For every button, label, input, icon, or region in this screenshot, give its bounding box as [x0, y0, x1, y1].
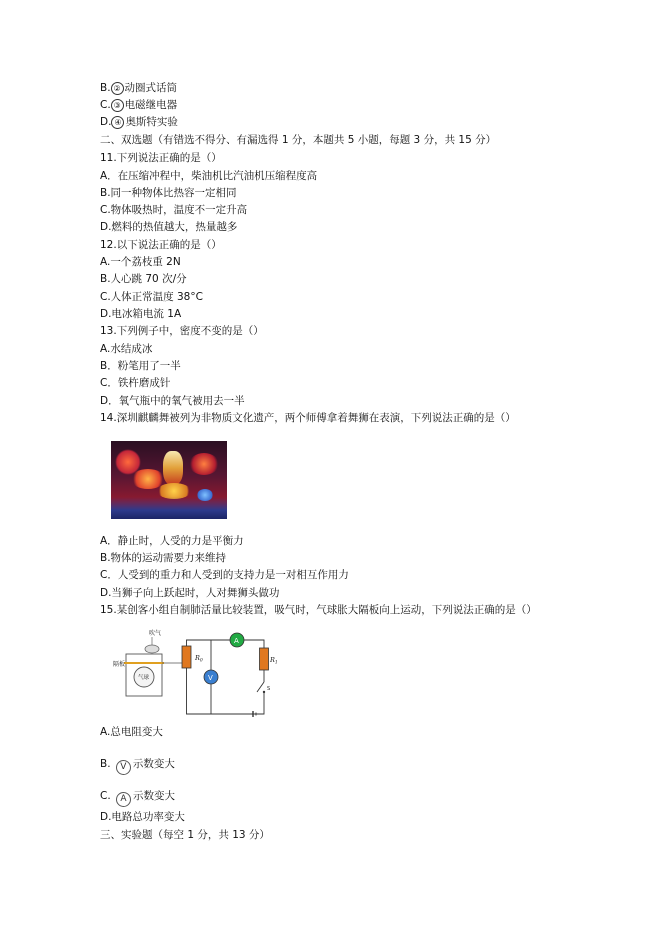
- q11-option-b: B.同一种物体比热容一定相同: [100, 187, 237, 199]
- lion-dance-photo: [111, 441, 227, 517]
- q15-option-c: C. A 示数变大: [100, 789, 175, 807]
- q14-option-c: C．人受到的重力和人受到的支持力是一对相互作用力: [100, 569, 349, 581]
- q11-option-c: C.物体吸热时，温度不一定升高: [100, 204, 248, 216]
- q15-option-d: D.电路总功率变大: [100, 811, 185, 823]
- resistor-r1: [260, 648, 269, 670]
- q13-stem: 13.下列例子中，密度不变的是（）: [100, 325, 264, 337]
- q13-option-b: B．粉笔用了一半: [100, 360, 181, 372]
- q14-option-d: D.当狮子向上跃起时，人对舞狮头做功: [100, 587, 280, 599]
- q10-option-c: C. ③ 电磁继电器: [100, 99, 178, 111]
- q12-stem: 12.以下说法正确的是（）: [100, 239, 222, 251]
- q10-option-b: B. ② 动圈式话筒: [100, 82, 178, 94]
- label-partition: 隔板: [113, 661, 126, 668]
- q12-option-d: D.电冰箱电流 1A: [100, 308, 182, 320]
- q12-option-c: C.人体正常温度 38°C: [100, 291, 203, 303]
- q11-stem: 11.下列说法正确的是（）: [100, 152, 222, 164]
- q11-option-a: A．在压缩冲程中，柴油机比汽油机压缩程度高: [100, 170, 318, 182]
- svg-text:R0: $R_0$: [195, 654, 203, 664]
- q14-stem: 14.深圳麒麟舞被列为非物质文化遗产，两个师傅拿着舞狮在表演，下列说法正确的是（）: [100, 412, 516, 424]
- svg-text:S: S: [267, 686, 271, 692]
- q13-option-a: A.水结成冰: [100, 343, 153, 355]
- label-balloon: 气球: [138, 675, 150, 681]
- q10-option-d: D. ④ 奥斯特实验: [100, 116, 178, 128]
- ammeter-icon: A: [116, 792, 131, 807]
- section2-title: 二、双选题（有错选不得分、有漏选得 1 分，本题共 5 小题，每题 3 分，共 15 分）: [100, 134, 497, 146]
- q11-option-d: D.燃料的热值越大，热量越多: [100, 221, 238, 233]
- q13-option-c: C．铁杵磨成针: [100, 377, 171, 389]
- switch-icon: [257, 682, 264, 692]
- q14-option-a: A．静止时，人受的力是平衡力: [100, 535, 244, 547]
- q12-option-b: B.人心跳 70 次/分: [100, 273, 187, 285]
- voltmeter-icon: V: [116, 760, 131, 775]
- q15-option-a: A.总电阻变大: [100, 726, 163, 738]
- circled-number: ③: [111, 99, 124, 112]
- section3-title: 三、实验题（每空 1 分，共 13 分）: [100, 829, 270, 841]
- resistor-r0: [182, 646, 191, 668]
- circuit-diagram: [112, 630, 277, 716]
- circled-number: ②: [111, 82, 124, 95]
- q12-option-a: A.一个荔枝重 2N: [100, 256, 181, 268]
- q15-option-b: B. V 示数变大: [100, 757, 175, 775]
- svg-text:V: V: [208, 674, 213, 682]
- svg-text:R1: $R_1$: [270, 656, 278, 666]
- circled-number: ④: [111, 116, 124, 129]
- label-inhale: 吹气: [149, 630, 162, 637]
- q15-stem: 15.某创客小组自制肺活量比较装置，吸气时，气球胀大隔板向上运动，下列说法正确的是（）: [100, 604, 537, 616]
- q14-option-b: B.物体的运动需要力来维持: [100, 552, 227, 564]
- svg-text:A: A: [234, 637, 239, 645]
- q13-option-d: D．氧气瓶中的氧气被用去一半: [100, 395, 245, 407]
